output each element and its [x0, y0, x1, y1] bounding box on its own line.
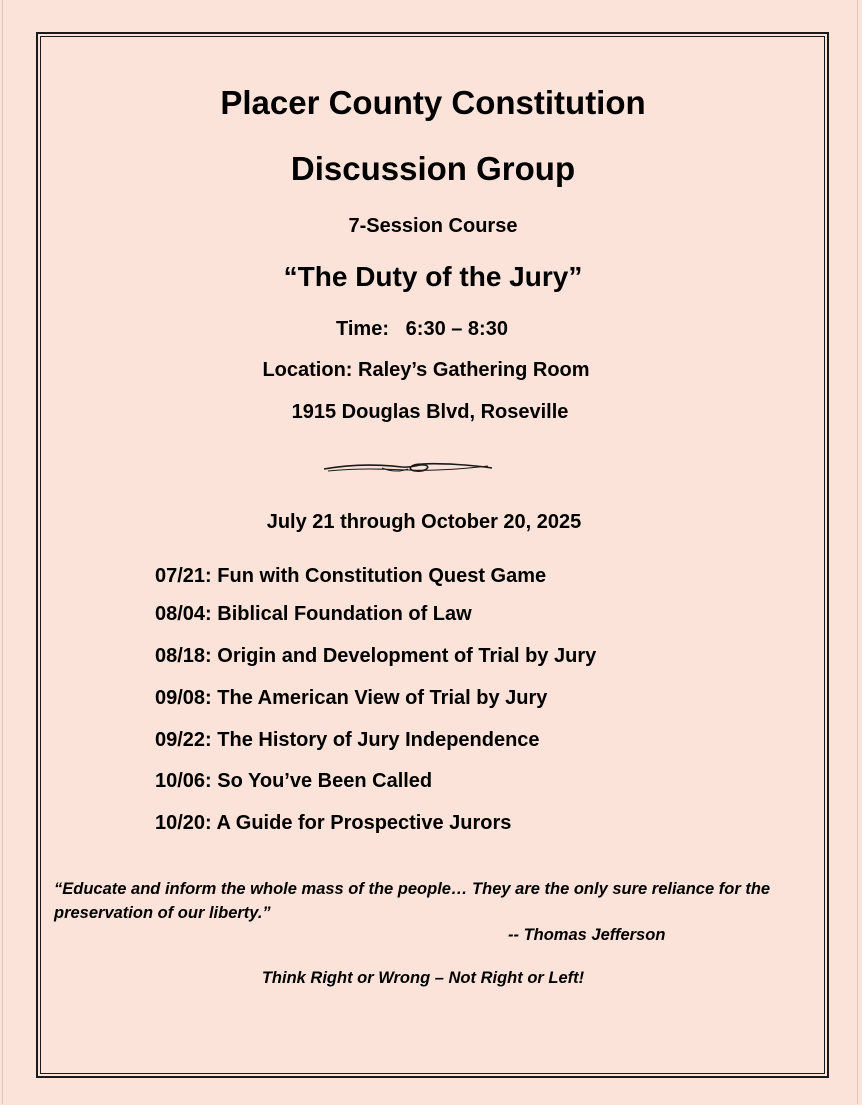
session-item: 10/06: So You’ve Been Called: [155, 770, 433, 792]
address-info: 1915 Douglas Blvd, Roseville: [291, 401, 569, 423]
location-info: Location: Raley’s Gathering Room: [262, 359, 590, 381]
title-line-1: Placer County Constitution: [220, 84, 646, 121]
jefferson-quote: “Educate and inform the whole mass of the people… They are the only sure reliance for the preservation of our liberty.”: [54, 880, 771, 922]
flourish-divider-icon: [322, 460, 494, 476]
session-item: 10/20: A Guide for Prospective Jurors: [155, 812, 512, 834]
quote-attribution: -- Thomas Jefferson: [508, 926, 666, 944]
date-range: July 21 through October 20, 2025: [266, 511, 582, 533]
course-subtitle: 7-Session Course: [348, 215, 518, 237]
course-title: “The Duty of the Jury”: [283, 261, 583, 292]
session-item: 08/18: Origin and Development of Trial by Jury: [155, 645, 597, 667]
session-item: 09/08: The American View of Trial by Jury: [155, 687, 548, 709]
session-item: 09/22: The History of Jury Independence: [155, 729, 540, 751]
time-info: Time: 6:30 – 8:30: [336, 318, 508, 340]
title-line-2: Discussion Group: [290, 150, 576, 187]
session-item: 08/04: Biblical Foundation of Law: [155, 603, 472, 625]
session-item: 07/21: Fun with Constitution Quest Game: [155, 565, 547, 587]
motto: Think Right or Wrong – Not Right or Left!: [261, 969, 585, 987]
